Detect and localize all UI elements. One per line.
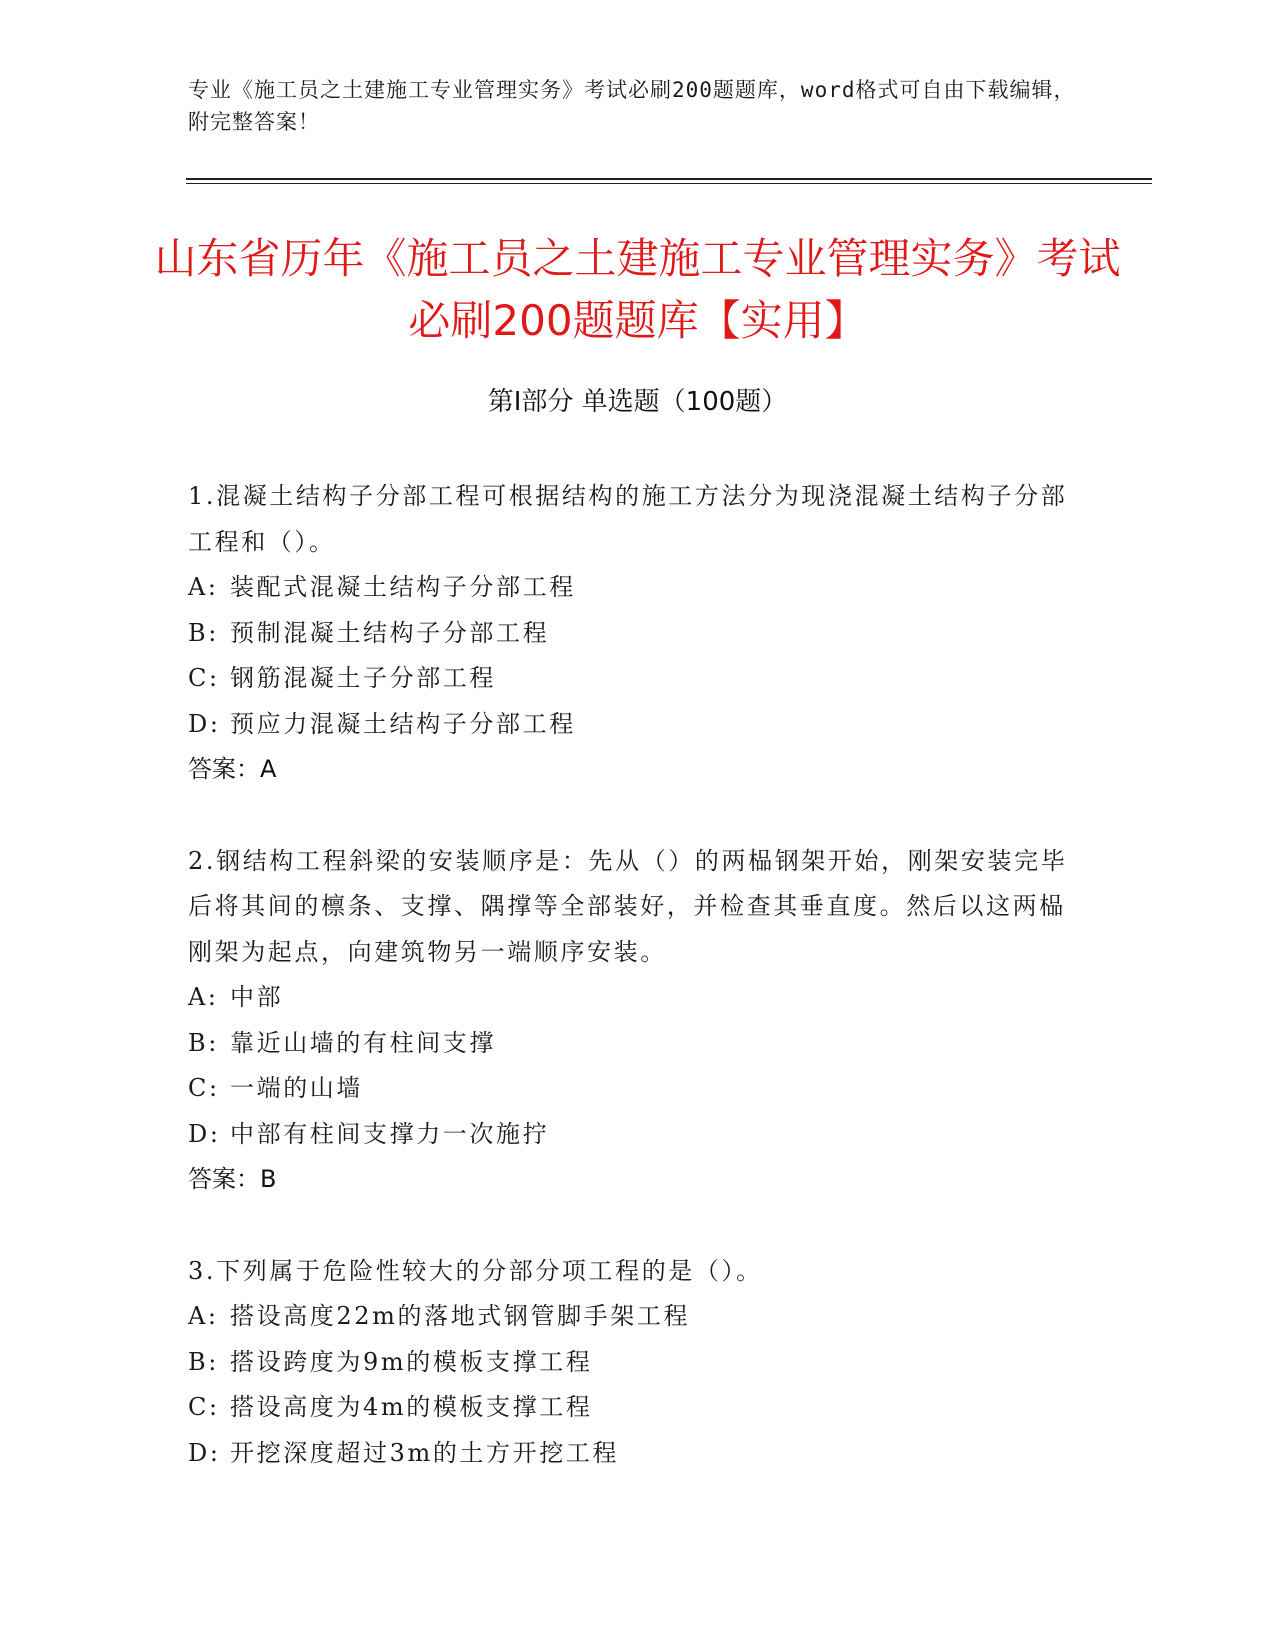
option-text: 钢筋混凝土子分部工程 <box>230 664 496 692</box>
option-c <box>188 1385 1068 1431</box>
option-key: D: <box>188 709 221 738</box>
question-item <box>188 839 1068 1203</box>
option-key: A: <box>188 983 219 1011</box>
question-stem: 1.混凝土结构子分部工程可根据结构的施工方法分为现浇混凝土结构子分部工程和（）。 <box>188 482 1068 556</box>
question-item <box>188 1249 1068 1477</box>
option-c <box>188 1066 1068 1112</box>
answer-line: 答案：A <box>188 755 277 783</box>
question-stem: 2.钢结构工程斜梁的安装顺序是：先从（）的两榀钢架开始，刚架安装完毕后将其间的檩条、支撑、隅撑等全部装好，并检查其垂直度。然后以这两榀刚架为起点，向建筑物另一端顺序安装。 <box>188 846 1068 966</box>
option-key: A: <box>188 1302 219 1330</box>
option-key: D: <box>188 1438 221 1467</box>
option-key: C: <box>188 664 220 692</box>
document-title: 山东省历年《施工员之土建施工专业管理实务》考试必刷200题题库【实用】 <box>154 234 1121 345</box>
question-stem: 3.下列属于危险性较大的分部分项工程的是（）。 <box>188 1256 763 1285</box>
option-c <box>188 656 1068 702</box>
answer-line: 答案：B <box>188 1165 277 1193</box>
option-a <box>188 565 1068 611</box>
option-text: 开挖深度超过3m的土方开挖工程 <box>230 1438 620 1467</box>
option-d <box>188 1431 1068 1477</box>
option-key: B: <box>188 1347 219 1376</box>
option-a <box>188 975 1068 1021</box>
option-d <box>188 702 1068 748</box>
option-key: B: <box>188 1028 219 1057</box>
header-divider-thick <box>186 178 1152 180</box>
option-key: A: <box>188 573 219 601</box>
question-list <box>188 474 1068 1522</box>
option-text: 装配式混凝土结构子分部工程 <box>230 573 576 601</box>
option-b <box>188 611 1068 657</box>
option-key: D: <box>188 1119 221 1148</box>
option-b <box>188 1340 1068 1386</box>
option-a <box>188 1294 1068 1340</box>
option-text: 靠近山墙的有柱间支撑 <box>230 1028 496 1057</box>
option-text: 搭设高度为4m的模板支撑工程 <box>230 1393 593 1421</box>
option-text: 中部有柱间支撑力一次施拧 <box>230 1119 550 1148</box>
option-d <box>188 1112 1068 1158</box>
option-key: C: <box>188 1393 220 1421</box>
option-b <box>188 1021 1068 1067</box>
header-divider-thin <box>186 183 1152 184</box>
option-key: B: <box>188 618 219 647</box>
option-text: 预应力混凝土结构子分部工程 <box>230 709 576 738</box>
option-text: 预制混凝土结构子分部工程 <box>230 618 550 647</box>
option-text: 一端的山墙 <box>230 1074 363 1102</box>
option-key: C: <box>188 1074 220 1102</box>
option-text: 搭设跨度为9m的模板支撑工程 <box>230 1347 593 1376</box>
header-note: 专业《施工员之土建施工专业管理实务》考试必刷200题题库，word格式可自由下载编辑，附完整答案！ <box>188 78 1076 134</box>
question-item <box>188 474 1068 793</box>
option-text: 中部 <box>230 983 284 1011</box>
option-text: 搭设高度22m的落地式钢管脚手架工程 <box>230 1302 691 1330</box>
section-title: 第Ⅰ部分 单选题（100题） <box>487 387 788 417</box>
